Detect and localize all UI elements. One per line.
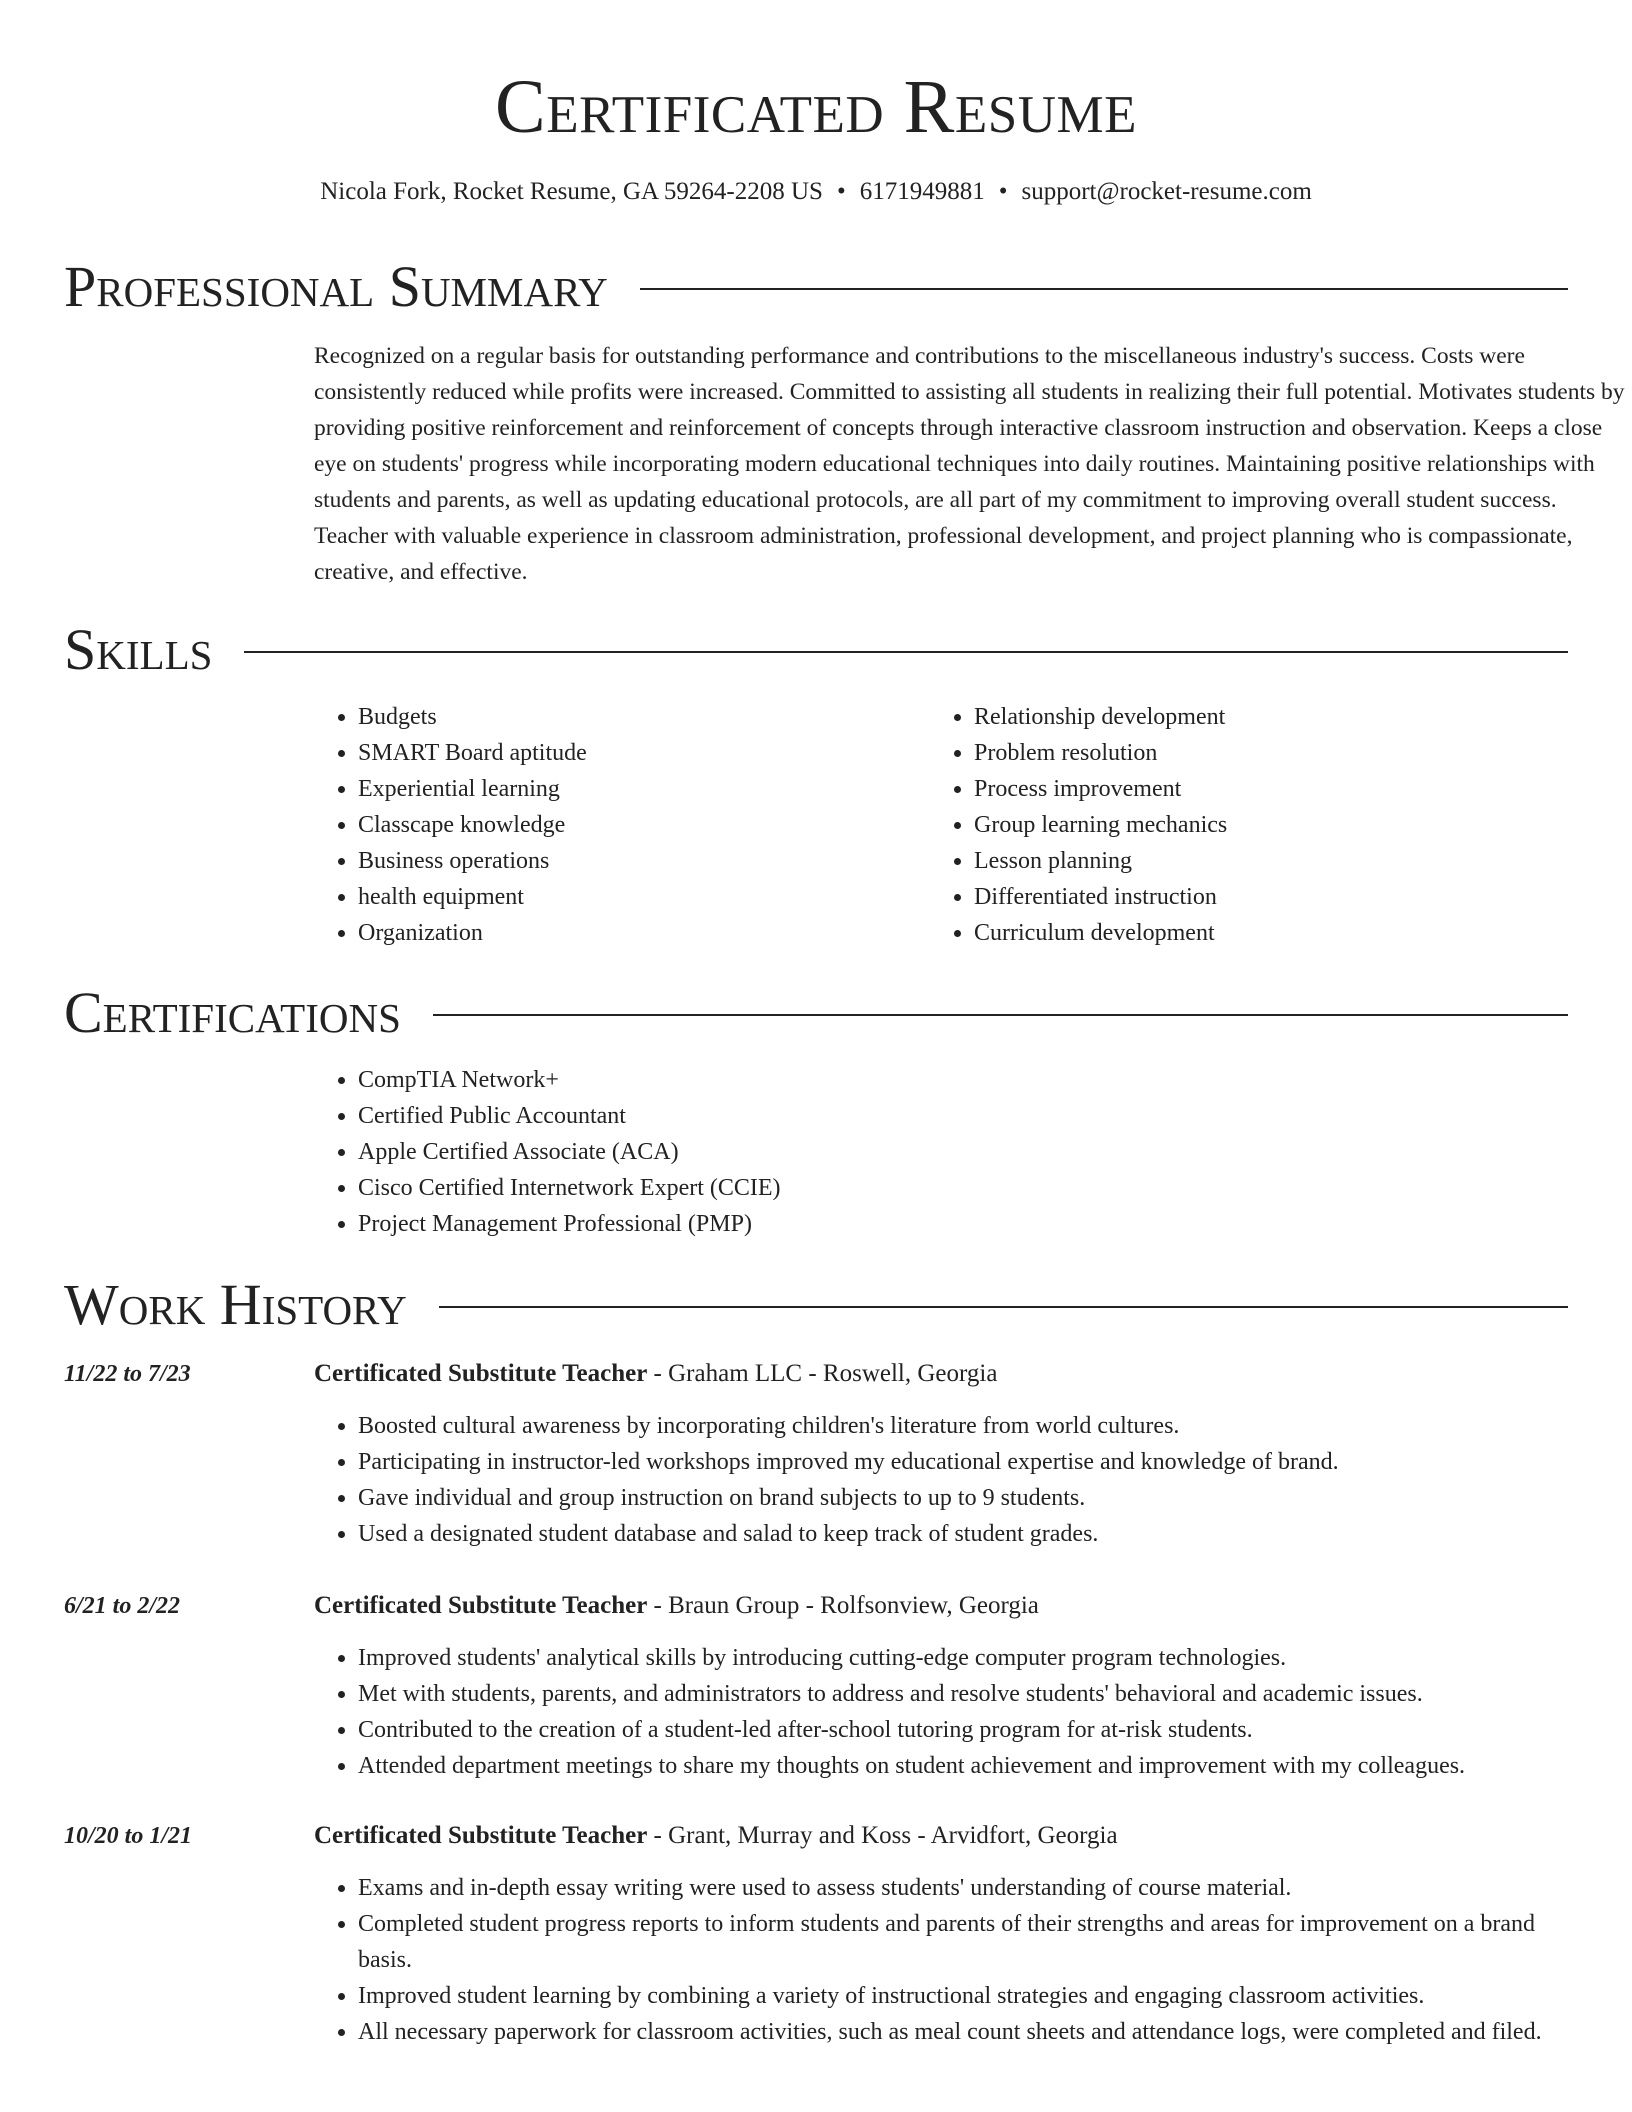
skill-item: • Classcape knowledge xyxy=(358,807,874,843)
certifications-heading: Certifications xyxy=(64,980,401,1045)
job-bullet: • Met with students, parents, and administrators to address and resolve students' behavioral and academic issues. xyxy=(358,1676,1568,1712)
certification-item: • Project Management Professional (PMP) xyxy=(358,1206,1214,1242)
job-heading xyxy=(314,1818,1564,1854)
skill-item: • health equipment xyxy=(358,879,874,915)
skill-item: • Curriculum development xyxy=(974,915,1550,951)
contact-phone: 6171949881 xyxy=(859,178,985,205)
job-bullet: • Improved students' analytical skills by introducing cutting-edge computer program technologies. xyxy=(358,1640,1568,1676)
job-title: Certificated Substitute Teacher xyxy=(314,1592,648,1619)
work-history-section-header xyxy=(64,1270,1568,1340)
certification-item: • Certified Public Accountant xyxy=(358,1098,1214,1134)
skills-section-header xyxy=(64,615,1568,685)
section-divider xyxy=(433,1014,1568,1016)
summary-text: Recognized on a regular basis for outstanding performance and contributions to the miscellaneous industry's success. Costs were consistently reduced while profits were increased. Committed to assisting all students in realizing their full potential. Motivates students by providing positive reinforcement and reinforcement of concepts through interactive classroom instruction and observation. Keeps a close eye on students' progress while incorporating modern educational techniques into daily routines. Maintaining positive relationships with students and parents, as well as updating educational protocols, are all part of my commitment to improving overall student success. Teacher with valuable experience in classroom administration, professional development, and project planning who is compassionate, creative, and effective. xyxy=(314,343,1625,585)
contact-separator: • xyxy=(836,178,846,205)
job-employer: - Braun Group - Rolfsonview, Georgia xyxy=(647,1592,1039,1619)
job-employer: - Grant, Murray and Koss - Arvidfort, Georgia xyxy=(647,1822,1118,1849)
skill-item: • Problem resolution xyxy=(974,735,1550,771)
job-bullets xyxy=(314,1870,1568,2050)
resume-title: Certificated Resume xyxy=(495,65,1137,149)
job-dates: 6/21 to 2/22 xyxy=(64,1593,181,1619)
contact-info xyxy=(64,174,1568,210)
job-heading xyxy=(314,1588,1564,1624)
job-bullet: • All necessary paperwork for classroom activities, such as meal count sheets and attendance logs, were completed and filed. xyxy=(358,2014,1568,2050)
summary-section-header xyxy=(64,252,1568,322)
contact-address: Nicola Fork, Rocket Resume, GA 59264-2208 US xyxy=(320,178,823,205)
skills-heading: Skills xyxy=(64,617,213,682)
skill-item: • Budgets xyxy=(358,699,874,735)
work-history-heading: Work History xyxy=(64,1272,407,1337)
job-heading xyxy=(314,1356,1564,1392)
job-bullet: • Improved student learning by combining a variety of instructional strategies and engaging classroom activities. xyxy=(358,1978,1568,2014)
contact-separator: • xyxy=(998,178,1008,205)
job-dates: 10/20 to 1/21 xyxy=(64,1823,193,1849)
skill-item: • Experiential learning xyxy=(358,771,874,807)
certifications-list xyxy=(314,1062,1214,1242)
job-bullet: • Boosted cultural awareness by incorporating children's literature from world cultures. xyxy=(358,1408,1568,1444)
summary-heading: Professional Summary xyxy=(64,254,608,319)
job-bullets xyxy=(314,1640,1568,1784)
job-bullet: • Attended department meetings to share my thoughts on student achievement and improvement with my colleagues. xyxy=(358,1748,1568,1784)
skill-item: • Organization xyxy=(358,915,874,951)
job-bullet: • Contributed to the creation of a student-led after-school tutoring program for at-risk students. xyxy=(358,1712,1568,1748)
job-employer: - Graham LLC - Roswell, Georgia xyxy=(647,1360,998,1387)
job-bullet: • Completed student progress reports to inform students and parents of their strengths and areas for improvement on a brand basis. xyxy=(358,1906,1568,1978)
section-divider xyxy=(244,651,1568,653)
certification-item: • Apple Certified Associate (ACA) xyxy=(358,1134,1214,1170)
certification-item: • CompTIA Network+ xyxy=(358,1062,1214,1098)
job-bullet: • Exams and in-depth essay writing were used to assess students' understanding of course material. xyxy=(358,1870,1568,1906)
skill-item: • Business operations xyxy=(358,843,874,879)
job-bullet: • Used a designated student database and salad to keep track of student grades. xyxy=(358,1516,1568,1552)
section-divider xyxy=(640,288,1568,290)
skill-item: • Lesson planning xyxy=(974,843,1550,879)
job-bullet: • Gave individual and group instruction on brand subjects to up to 9 students. xyxy=(358,1480,1568,1516)
certifications-section-header xyxy=(64,978,1568,1048)
job-bullets xyxy=(314,1408,1568,1552)
certification-item: • Cisco Certified Internetwork Expert (CCIE) xyxy=(358,1170,1214,1206)
skill-item: • SMART Board aptitude xyxy=(358,735,874,771)
section-divider xyxy=(439,1306,1568,1308)
skill-item: • Relationship development xyxy=(974,699,1550,735)
skill-item: • Differentiated instruction xyxy=(974,879,1550,915)
skills-column-right xyxy=(930,699,1550,951)
skill-item: • Process improvement xyxy=(974,771,1550,807)
contact-email: support@rocket-resume.com xyxy=(1021,178,1312,205)
job-dates: 11/22 to 7/23 xyxy=(64,1361,191,1387)
skills-column-left xyxy=(314,699,874,951)
job-title: Certificated Substitute Teacher xyxy=(314,1360,648,1387)
job-title: Certificated Substitute Teacher xyxy=(314,1822,648,1849)
skill-item: • Group learning mechanics xyxy=(974,807,1550,843)
job-bullet: • Participating in instructor-led workshops improved my educational expertise and knowledge of brand. xyxy=(358,1444,1568,1480)
